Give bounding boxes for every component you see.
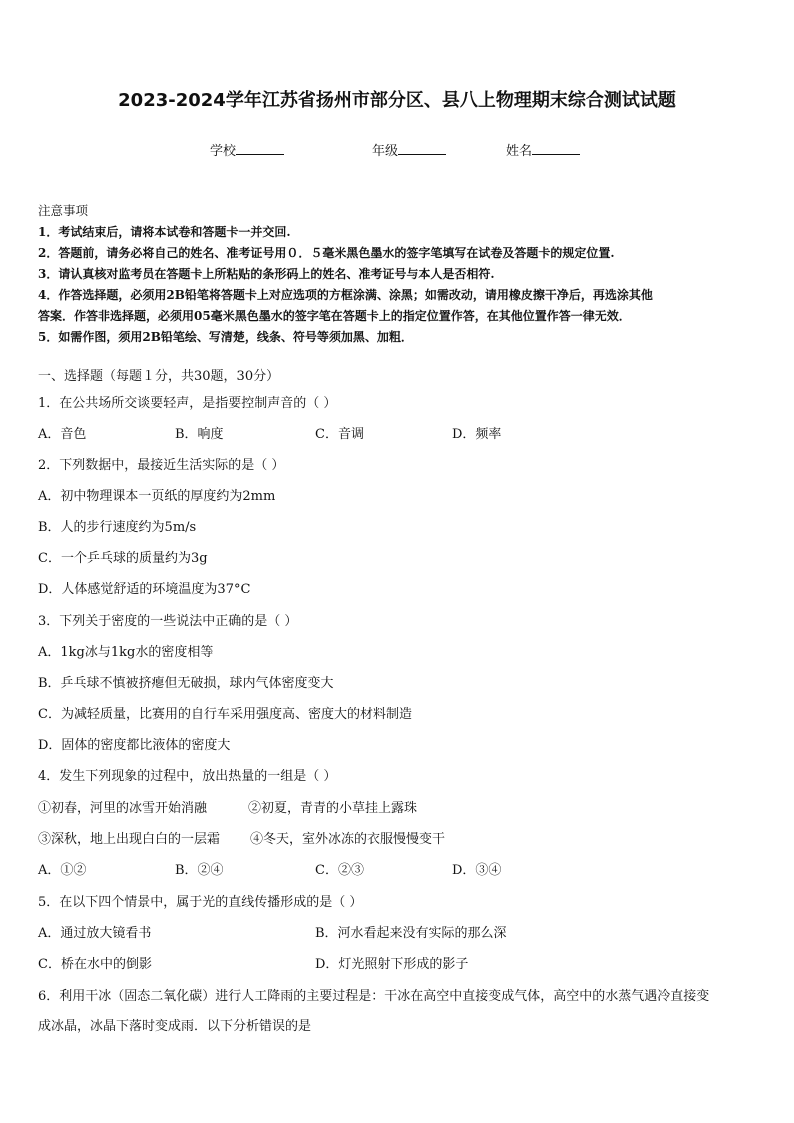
question-stem-continued: 成冰晶，冰晶下落时变成雨．以下分析错误的是 [38, 1019, 312, 1034]
name-label: 姓名 [506, 144, 533, 159]
option-a[interactable]: A．通过放大镜看书 [38, 926, 152, 941]
option-d[interactable]: D．频率 [452, 427, 502, 442]
notice-heading: 注意事项 [38, 203, 89, 218]
option-a[interactable]: A．①② [38, 863, 87, 878]
name-field [506, 140, 580, 159]
exam-title: 2023-2024学年江苏省扬州市部分区、县八上物理期末综合测试试题 [118, 90, 676, 111]
notice-item: 4．作答选择题，必须用2B铅笔将答题卡上对应选项的方框涂满、涂黑；如需改动，请用橡皮擦干净后，再选涂其他 [38, 288, 653, 302]
option-d[interactable]: D．③④ [452, 863, 502, 878]
grade-field [372, 140, 446, 159]
statement: ②初夏，青青的小草挂上露珠 [248, 801, 418, 816]
option-c[interactable]: C．②③ [315, 863, 364, 878]
option-c[interactable]: C．桥在水中的倒影 [38, 957, 152, 972]
notice-item: 1．考试结束后，请将本试卷和答题卡一并交回. [38, 225, 291, 239]
school-field [210, 140, 284, 159]
option-d[interactable]: D．固体的密度都比液体的密度大 [38, 738, 231, 753]
option-a[interactable]: A．音色 [38, 427, 87, 442]
option-b[interactable]: B．乒乓球不慎被挤瘪但无破损，球内气体密度变大 [38, 676, 334, 691]
option-a[interactable]: A．初中物理课本一页纸的厚度约为2mm [38, 489, 276, 504]
question-stem: 1．在公共场所交谈要轻声，是指要控制声音的（ ） [38, 396, 337, 411]
notice-item: 2．答题前，请务必将自己的姓名、准考证号用０．５毫米黑色墨水的签字笔填写在试卷及答题卡的规定位置. [38, 246, 615, 260]
grade-label: 年级 [372, 144, 399, 159]
option-b[interactable]: B．②④ [175, 863, 224, 878]
section-heading: 一、选择题（每题１分，共30题，30分） [38, 369, 280, 384]
name-blank[interactable] [532, 142, 580, 155]
question-stem: 4．发生下列现象的过程中，放出热量的一组是（ ） [38, 769, 337, 784]
notice-item: 3．请认真核对监考员在答题卡上所粘贴的条形码上的姓名、准考证号与本人是否相符. [38, 267, 495, 281]
question-stem: 3．下列关于密度的一些说法中正确的是（ ） [38, 614, 298, 629]
option-a[interactable]: A．1kg冰与1kg水的密度相等 [38, 645, 214, 660]
school-blank[interactable] [236, 142, 284, 155]
student-info-row [0, 140, 794, 160]
school-label: 学校 [210, 144, 237, 159]
option-d[interactable]: D．人体感觉舒适的环境温度为37°C [38, 582, 251, 597]
question-stem: 5．在以下四个情景中，属于光的直线传播形成的是（ ） [38, 895, 363, 910]
option-c[interactable]: C．音调 [315, 427, 364, 442]
statement: ④冬天，室外冰冻的衣服慢慢变干 [250, 832, 446, 847]
option-b[interactable]: B．响度 [175, 427, 224, 442]
grade-blank[interactable] [398, 142, 446, 155]
option-d[interactable]: D．灯光照射下形成的影子 [315, 957, 469, 972]
question-stem: 2．下列数据中，最接近生活实际的是（ ） [38, 458, 285, 473]
option-c[interactable]: C．一个乒乓球的质量约为3g [38, 551, 208, 566]
option-b[interactable]: B．人的步行速度约为5m/s [38, 520, 197, 535]
statement: ③深秋，地上出现白白的一层霜 [38, 832, 221, 847]
question-stem: 6．利用干冰（固态二氧化碳）进行人工降雨的主要过程是：干冰在高空中直接变成气体，高空中的水蒸气遇冷直接变 [38, 989, 710, 1004]
statement: ①初春，河里的冰雪开始消融 [38, 801, 208, 816]
option-c[interactable]: C．为减轻质量，比赛用的自行车采用强度高、密度大的材料制造 [38, 707, 412, 722]
notice-item: 答案．作答非选择题，必须用05毫米黑色墨水的签字笔在答题卡上的指定位置作答，在其他位置作答一律无效． [38, 309, 631, 323]
notice-item: 5．如需作图，须用2B铅笔绘、写清楚，线条、符号等须加黑、加粗． [38, 330, 413, 344]
option-b[interactable]: B．河水看起来没有实际的那么深 [315, 926, 507, 941]
